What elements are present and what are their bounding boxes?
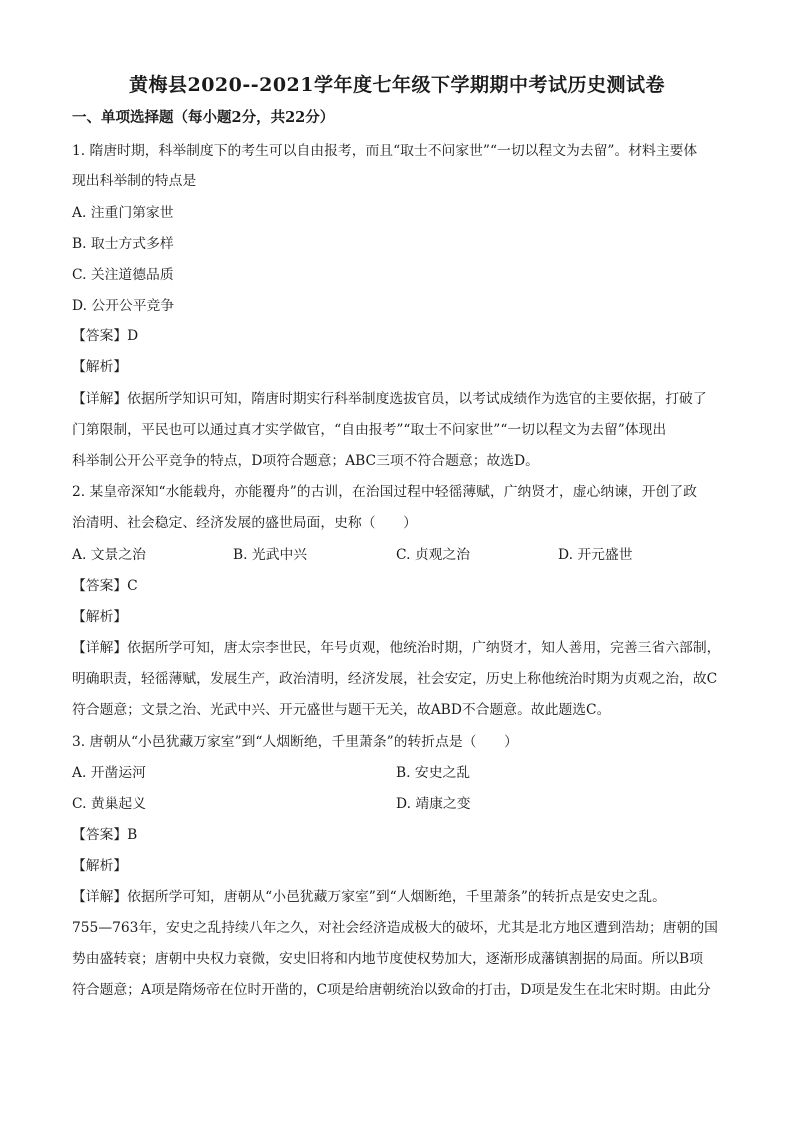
q3-option-d: D. 靖康之变 — [396, 796, 471, 812]
q2-analysis-label: 【解析】 — [72, 609, 128, 625]
q1-detail-line-3: 科举制公开公平竞争的特点，D项符合题意；ABC三项不符合题意；故选D。 — [72, 453, 539, 469]
q3-option-a: A. 开凿运河 — [72, 765, 146, 781]
q3-options-row-2 — [72, 794, 727, 814]
q2-stem-line-2: 治清明、社会稳定、经济发展的盛世局面，史称（ ） — [72, 515, 417, 531]
q1-analysis-label: 【解析】 — [72, 359, 128, 375]
q3-detail-line-2: 755—763年，安史之乱持续八年之久，对社会经济造成极大的破坏，尤其是北方地区遭到浩劫；唐朝的国 — [72, 920, 718, 936]
q2-answer: 【答案】C — [72, 578, 138, 594]
q3-options-row-1 — [72, 763, 727, 783]
q3-analysis-label: 【解析】 — [72, 858, 128, 874]
q2-detail-line-1: 【详解】依据所学可知，唐太宗李世民，年号贞观，他统治时期，广纳贤才，知人善用，完善三省六部制， — [72, 640, 721, 656]
q1-option-d: D. 公开公平竞争 — [72, 298, 175, 314]
q2-option-c: C. 贞观之治 — [396, 547, 471, 563]
q1-option-c: C. 关注道德品质 — [72, 267, 174, 283]
q2-option-a: A. 文景之治 — [72, 547, 146, 563]
q1-detail-line-2: 门第限制，平民也可以通过真才实学做官，“自由报考”“取士不问家世”“一切以程文为去留”体现出 — [72, 422, 667, 438]
page-title: 黄梅县2020--2021学年度七年级下学期期中考试历史测试卷 — [128, 74, 666, 96]
q1-option-a: A. 注重门第家世 — [72, 205, 174, 221]
q2-detail-line-2: 明确职责，轻徭薄赋，发展生产，政治清明，经济发展，社会安定，历史上称他统治时期为贞观之治，故C — [72, 671, 718, 687]
q3-detail-line-3: 势由盛转衰；唐朝中央权力衰微，安史旧将和内地节度使权势加大，逐渐形成藩镇割据的局面。所以B项 — [72, 951, 703, 967]
q2-detail-line-3: 符合题意；文景之治、光武中兴、开元盛世与题干无关，故ABD不合题意。故此题选C。 — [72, 702, 611, 718]
q1-detail-line-1: 【详解】依据所学知识可知，隋唐时期实行科举制度选拔官员，以考试成绩作为选官的主要依据，打破了 — [72, 391, 707, 407]
q3-option-c: C. 黄巢起义 — [72, 796, 147, 812]
q3-detail-line-4: 符合题意；A项是隋炀帝在位时开凿的，C项是给唐朝统治以致命的打击，D项是发生在北宋时期。由此分 — [72, 982, 711, 998]
q1-stem-line-1: 1. 隋唐时期，科举制度下的考生可以自由报考，而且“取士不问家世”“一切以程文为去留”。材料主要体 — [72, 143, 698, 159]
section-heading: 一、单项选择题（每小题2分，共22分） — [72, 109, 335, 126]
q3-option-b: B. 安史之乱 — [396, 765, 471, 781]
q3-answer: 【答案】B — [72, 827, 138, 843]
q1-stem-line-2: 现出科举制的特点是 — [72, 173, 197, 189]
q1-option-b: B. 取士方式多样 — [72, 236, 174, 252]
q2-options-row — [72, 545, 727, 565]
q3-stem: 3. 唐朝从“小邑犹藏万家室”到“人烟断绝，千里萧条”的转折点是（ ） — [72, 734, 518, 750]
q2-option-d: D. 开元盛世 — [558, 547, 633, 563]
q2-stem-line-1: 2. 某皇帝深知“水能载舟，亦能覆舟”的古训，在治国过程中轻徭薄赋，广纳贤才，虚心纳谏，开创了政 — [72, 484, 697, 500]
q2-option-b: B. 光武中兴 — [233, 547, 308, 563]
q1-answer: 【答案】D — [72, 328, 139, 344]
q3-detail-line-1: 【详解】依据所学可知，唐朝从“小邑犹藏万家室”到“人烟断绝，千里萧条”的转折点是安史之乱。 — [72, 889, 666, 905]
